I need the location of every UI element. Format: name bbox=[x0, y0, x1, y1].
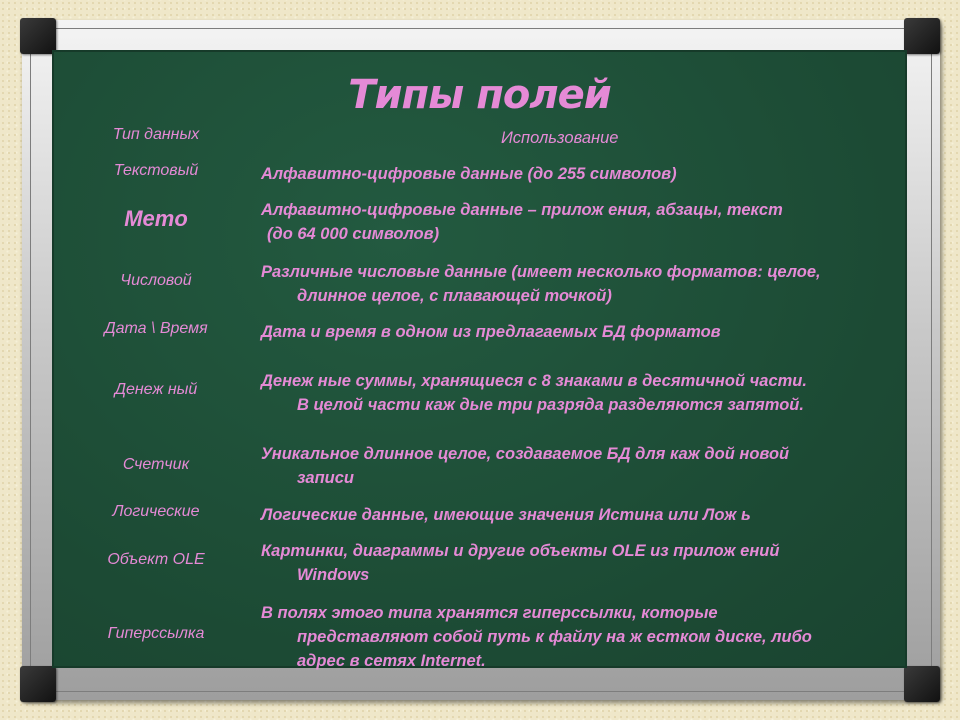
row-usage: Различные числовые данные (имеет несколько форматов: целое, длинное целое, с плавающей точкой) bbox=[261, 263, 821, 305]
row-usage: Уникальное длинное целое, создаваемое БД для каж дой новой записи bbox=[261, 445, 790, 487]
frame-corner bbox=[20, 18, 56, 54]
frame-corner bbox=[20, 666, 56, 702]
row-usage: Картинки, диаграммы и другие объекты OLE из прилож ений Windows bbox=[261, 542, 780, 584]
row-usage: Дата и время в одном из предлагаемых БД форматов bbox=[261, 323, 721, 341]
row-type: Текстовый bbox=[113, 162, 199, 179]
header-usage: Использование bbox=[501, 129, 619, 147]
row-usage: Алфавитно-цифровые данные (до 255 символов) bbox=[261, 165, 677, 183]
row-type: Дата \ Время bbox=[104, 320, 208, 337]
row-usage: Логические данные, имеющие значения Истина или Лож ь bbox=[261, 506, 751, 524]
row-type: Числовой bbox=[120, 272, 192, 289]
row-usage: В полях этого типа хранятся гиперссылки, которые представляют собой путь к файлу на ж естком диске, либо адрес в сетях Internet. bbox=[261, 604, 812, 670]
header-type: Тип данных bbox=[112, 126, 200, 143]
row-usage: Алфавитно-цифровые данные – прилож ения, абзацы, текст (до 64 000 символов) bbox=[261, 201, 783, 243]
frame-corner bbox=[904, 666, 940, 702]
row-type: Счетчик bbox=[122, 456, 190, 473]
row-type: Объект OLE bbox=[107, 551, 205, 568]
row-type: Денеж ный bbox=[114, 381, 198, 398]
row-type: Гиперссылка bbox=[107, 625, 205, 642]
row-usage: Денеж ные суммы, хранящиеся с 8 знаками в десятичной части. В целой части каж дые три разряда разделяются запятой. bbox=[261, 372, 807, 414]
frame-corner bbox=[904, 18, 940, 54]
page-title: Типы полей bbox=[348, 72, 611, 118]
row-type: Логические bbox=[112, 503, 200, 520]
row-type: Memo bbox=[124, 206, 188, 231]
chalkboard bbox=[52, 50, 907, 668]
